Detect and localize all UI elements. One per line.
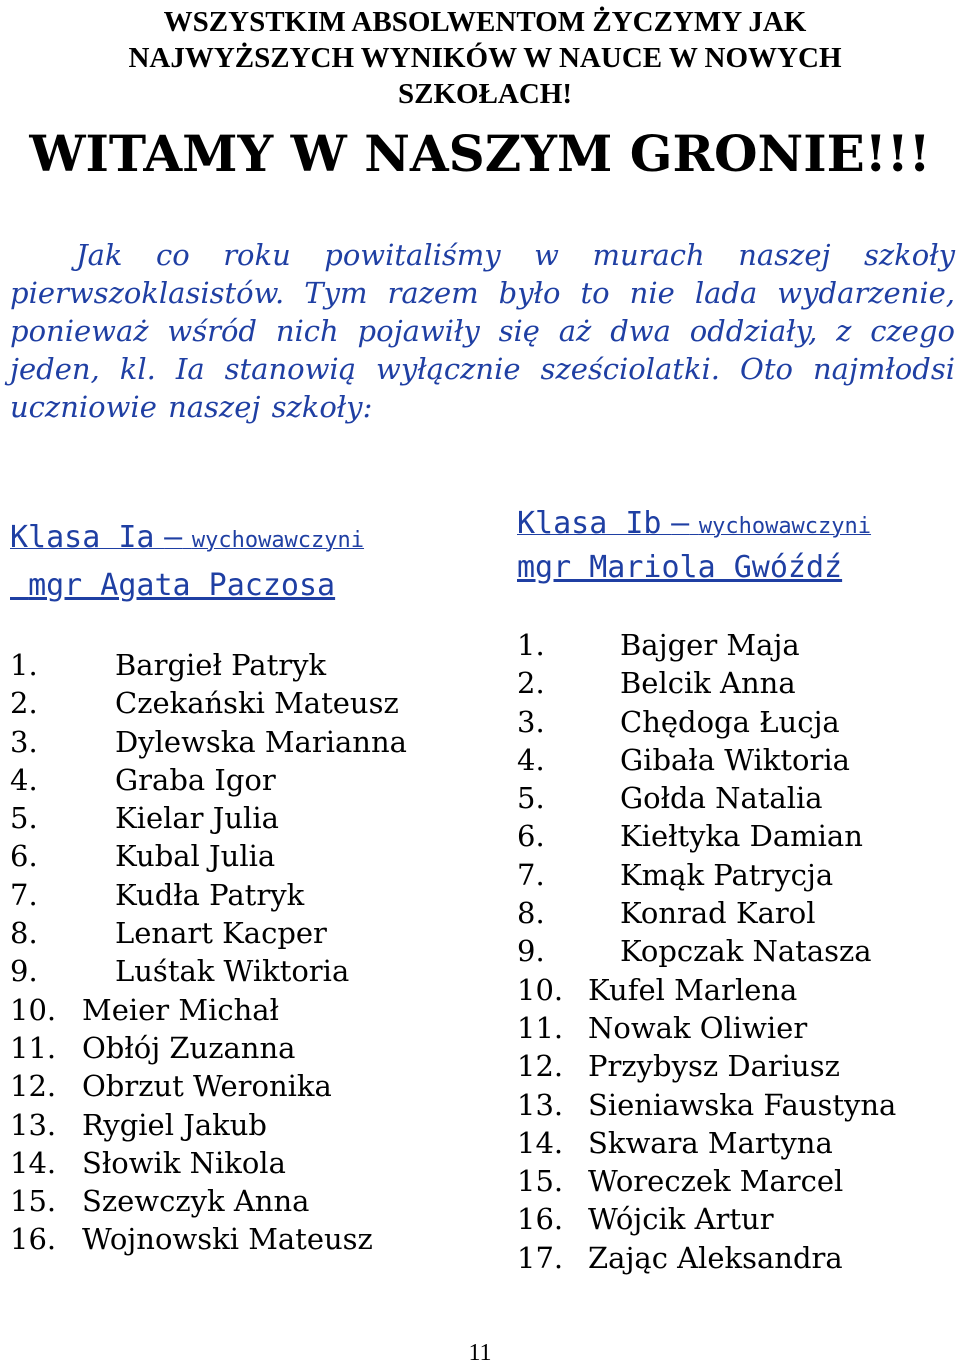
student-name: Kielar Julia xyxy=(115,801,279,836)
student-list-item xyxy=(517,741,896,779)
student-list-item xyxy=(517,703,896,741)
student-list-item xyxy=(517,1124,896,1162)
student-name: Luśtak Wiktoria xyxy=(115,954,350,989)
class-a-role: wychowawczyni xyxy=(191,528,365,553)
student-list-item xyxy=(10,1182,407,1220)
student-number: 13. xyxy=(10,1107,57,1142)
student-list-item xyxy=(10,1144,407,1182)
student-number: 15. xyxy=(10,1184,57,1219)
student-number: 2. xyxy=(517,666,545,701)
student-list-item xyxy=(10,1029,407,1067)
student-name: Przybysz Dariusz xyxy=(588,1049,840,1084)
student-list-item xyxy=(517,817,896,855)
student-list-item xyxy=(10,876,407,914)
student-name: Kopczak Natasza xyxy=(620,934,872,969)
student-list-item xyxy=(10,914,407,952)
class-b-heading xyxy=(517,504,871,588)
student-list-item xyxy=(517,1239,896,1277)
student-list-item xyxy=(517,971,896,1009)
class-b-teacher: mgr Mariola Gwóźdź xyxy=(517,550,843,585)
student-number: 9. xyxy=(517,934,545,969)
student-list-item xyxy=(10,684,407,722)
class-a-title-line xyxy=(10,516,364,564)
student-name: Meier Michał xyxy=(82,992,279,1027)
wishes-line-1: WSZYSTKIM ABSOLWENTOM ŻYCZYMY JAK xyxy=(163,6,807,38)
student-number: 3. xyxy=(517,704,545,739)
student-number: 11. xyxy=(10,1030,57,1065)
student-number: 8. xyxy=(10,916,38,951)
class-b-student-list xyxy=(517,626,896,1277)
wishes-line-2: NAJWYŻSZYCH WYNIKÓW W NAUCE W NOWYCH xyxy=(128,42,842,74)
student-number: 4. xyxy=(517,742,545,777)
student-list-item xyxy=(10,991,407,1029)
student-number: 12. xyxy=(517,1049,564,1084)
student-list-item xyxy=(10,723,407,761)
student-number: 6. xyxy=(517,819,545,854)
student-name: Obrzut Weronika xyxy=(82,1069,332,1104)
student-name: Wojnowski Mateusz xyxy=(82,1222,373,1257)
student-name: Konrad Karol xyxy=(620,896,816,931)
student-list-item xyxy=(10,1220,407,1258)
student-number: 12. xyxy=(10,1069,57,1104)
student-number: 7. xyxy=(517,857,545,892)
student-list-item xyxy=(10,799,407,837)
student-name: Bajger Maja xyxy=(620,628,800,662)
student-list-item xyxy=(517,1009,896,1047)
student-number: 16. xyxy=(10,1222,57,1257)
class-b-name: Klasa Ib xyxy=(517,506,662,541)
student-number: 16. xyxy=(517,1202,564,1237)
student-list-item xyxy=(10,1067,407,1105)
student-number: 17. xyxy=(517,1240,564,1275)
student-list-item xyxy=(517,1047,896,1085)
student-name: Obłój Zuzanna xyxy=(82,1030,296,1065)
student-name: Belcik Anna xyxy=(620,666,796,701)
student-list-item xyxy=(517,1162,896,1200)
student-number: 9. xyxy=(10,954,38,989)
class-b-dash: – xyxy=(671,506,690,541)
student-number: 6. xyxy=(10,839,38,874)
student-number: 1. xyxy=(517,628,545,662)
student-list-item xyxy=(517,856,896,894)
student-name: Dylewska Marianna xyxy=(115,724,407,759)
student-list-item xyxy=(517,779,896,817)
class-b-title-line xyxy=(517,504,871,548)
student-number: 3. xyxy=(10,724,38,759)
student-number: 15. xyxy=(517,1164,564,1199)
student-number: 2. xyxy=(10,686,38,721)
class-b-role: wychowawczyni xyxy=(698,514,872,539)
welcome-title: WITAMY W NASZYM GRONIE!!! xyxy=(29,124,931,183)
student-name: Graba Igor xyxy=(115,762,276,797)
student-number: 10. xyxy=(517,972,564,1007)
student-list-item xyxy=(10,952,407,990)
student-name: Kmąk Patrycja xyxy=(620,857,834,892)
student-name: Bargieł Patryk xyxy=(115,648,327,682)
student-list-item xyxy=(10,761,407,799)
student-list-item xyxy=(517,664,896,702)
student-name: Woreczek Marcel xyxy=(588,1164,844,1199)
student-name: Rygiel Jakub xyxy=(82,1107,267,1142)
student-name: Gibała Wiktoria xyxy=(620,742,850,777)
student-name: Chędoga Łucja xyxy=(620,704,840,739)
student-name: Kufel Marlena xyxy=(588,972,798,1007)
student-list-item xyxy=(10,646,407,684)
student-number: 5. xyxy=(517,781,545,816)
student-name: Skwara Martyna xyxy=(588,1125,833,1160)
student-name: Kubal Julia xyxy=(115,839,276,874)
student-number: 14. xyxy=(517,1125,564,1160)
student-list-item xyxy=(517,894,896,932)
student-name: Sieniawska Faustyna xyxy=(588,1087,897,1122)
student-name: Kiełtyka Damian xyxy=(620,819,863,854)
student-list-item xyxy=(10,837,407,875)
class-a-teacher-name: mgr Agata Paczosa xyxy=(28,568,336,603)
student-name: Wójcik Artur xyxy=(588,1202,774,1237)
student-number: 8. xyxy=(517,896,545,931)
student-list-item xyxy=(517,1200,896,1238)
class-a-student-list xyxy=(10,646,407,1259)
student-number: 5. xyxy=(10,801,38,836)
student-name: Zając Aleksandra xyxy=(588,1240,843,1275)
student-name: Słowik Nikola xyxy=(82,1145,286,1180)
class-a-dash: – xyxy=(164,520,183,555)
student-number: 13. xyxy=(517,1087,564,1122)
student-list-item xyxy=(517,932,896,970)
student-number: 14. xyxy=(10,1145,57,1180)
wishes-line-3: SZKOŁACH! xyxy=(397,78,573,110)
wishes-header xyxy=(40,4,930,112)
student-name: Nowak Oliwier xyxy=(588,1010,808,1045)
student-number: 1. xyxy=(10,648,38,682)
student-name: Gołda Natalia xyxy=(620,781,823,816)
student-name: Kudła Patryk xyxy=(115,877,305,912)
student-number: 10. xyxy=(10,992,57,1027)
intro-paragraph: Jak co roku powitaliśmy w murach naszej szkoły pierwszoklasistów. Tym razem było to nie lada wydarzenie, ponieważ wśród nich pojawiły się aż dwa oddziały, z czego jeden, kl. Ia stanowią wyłącznie sześciolatki. Oto najmłodsi uczniowie naszej szkoły: xyxy=(10,238,955,424)
student-number: 4. xyxy=(10,762,38,797)
student-list-item xyxy=(517,1086,896,1124)
student-number: 7. xyxy=(10,877,38,912)
page-number: 11 xyxy=(468,1340,492,1366)
student-name: Czekański Mateusz xyxy=(115,686,399,721)
student-name: Lenart Kacper xyxy=(115,916,327,951)
student-list-item xyxy=(517,626,896,664)
student-list-item xyxy=(10,1106,407,1144)
class-a-teacher xyxy=(10,564,364,608)
student-number: 11. xyxy=(517,1010,564,1045)
student-name: Szewczyk Anna xyxy=(82,1184,310,1219)
class-a-name: Klasa Ia xyxy=(10,520,155,555)
class-a-heading xyxy=(10,516,364,608)
